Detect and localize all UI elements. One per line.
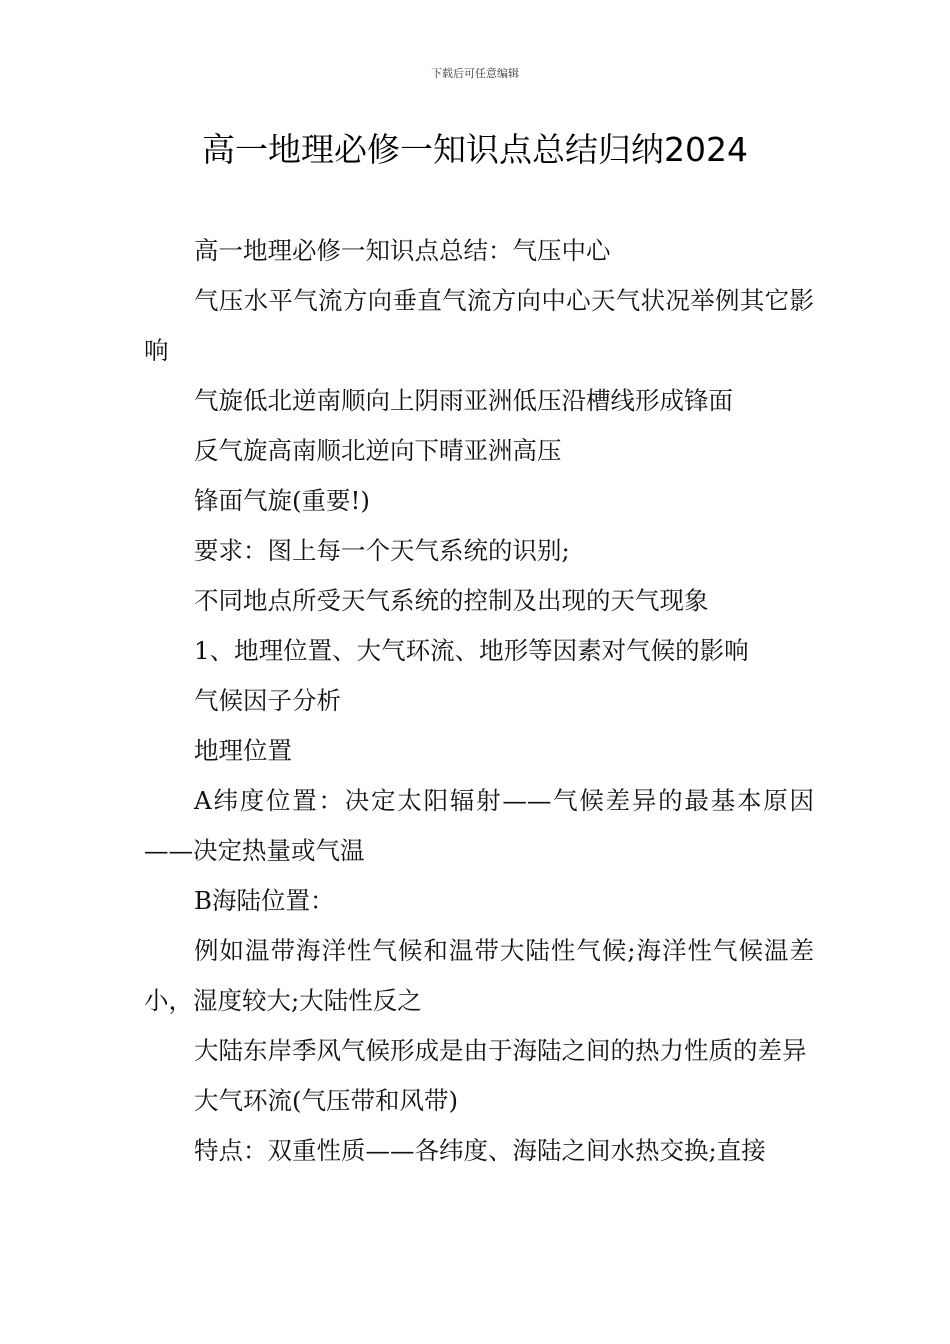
paragraph: 要求：图上每一个天气系统的识别; [194, 536, 570, 565]
paragraph: 1、地理位置、大气环流、地形等因素对气候的影响 [194, 636, 749, 665]
paragraph: 气压水平气流方向垂直气流方向中心天气状况举例其它影响 [144, 286, 814, 365]
paragraph: 不同地点所受天气系统的控制及出现的天气现象 [194, 586, 709, 615]
paragraph: 锋面气旋(重要!) [194, 486, 370, 515]
paragraph: A纬度位置：决定太阳辐射——气候差异的最基本原因——决定热量或气温 [144, 786, 814, 865]
paragraph: 高一地理必修一知识点总结：气压中心 [194, 236, 611, 265]
paragraph: 气旋低北逆南顺向上阴雨亚洲低压沿槽线形成锋面 [194, 386, 733, 415]
paragraph: 气候因子分析 [194, 686, 341, 715]
document-body [144, 226, 814, 1176]
paragraph: 例如温带海洋性气候和温带大陆性气候;海洋性气候温差小，湿度较大;大陆性反之 [144, 936, 814, 1015]
paragraph: 特点：双重性质——各纬度、海陆之间水热交换;直接 [194, 1136, 766, 1165]
paragraph: B海陆位置： [194, 886, 335, 915]
header-note: 下载后可任意编辑 [431, 67, 519, 80]
paragraph: 大陆东岸季风气候形成是由于海陆之间的热力性质的差异 [194, 1036, 807, 1065]
paragraph: 地理位置 [194, 736, 292, 765]
paragraph: 反气旋高南顺北逆向下晴亚洲高压 [194, 436, 562, 465]
document-title: 高一地理必修一知识点总结归纳2024 [202, 130, 748, 169]
paragraph: 大气环流(气压带和风带) [194, 1086, 459, 1115]
